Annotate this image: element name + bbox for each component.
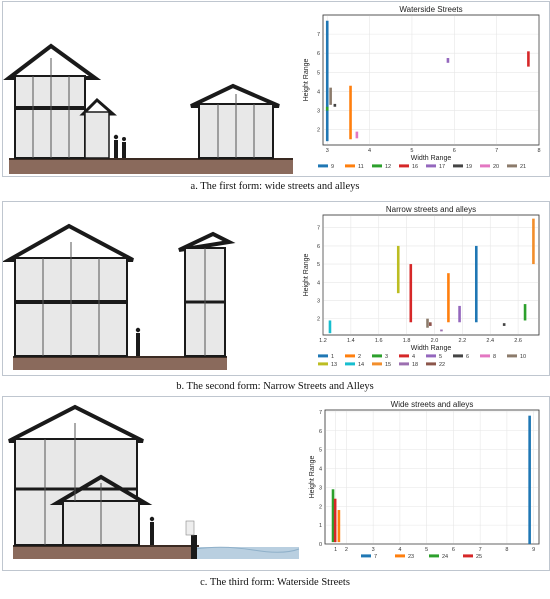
legend-swatch-12 <box>372 164 382 167</box>
x-tick-label: 2 <box>344 547 348 553</box>
bar-series-13 <box>397 246 400 293</box>
bar-series-20 <box>356 132 359 139</box>
plot-area <box>323 15 539 145</box>
x-tick-label: 2.2 <box>458 338 467 344</box>
x-tick-label: 2.0 <box>430 338 439 344</box>
legend-swatch-17 <box>426 164 436 167</box>
legend-label-1: 1 <box>331 354 335 360</box>
bar-series-12 <box>326 107 329 111</box>
legend-label-19: 19 <box>466 164 473 170</box>
bar-series-15 <box>532 219 535 264</box>
y-tick-label: 4 <box>318 466 322 473</box>
legend-label-7: 7 <box>374 554 378 560</box>
legend-label-18: 18 <box>412 362 419 368</box>
legend-label-9: 9 <box>331 164 335 170</box>
y-tick-label: 4 <box>316 280 320 287</box>
x-tick-label: 6 <box>451 547 455 553</box>
legend-label-11: 11 <box>358 164 364 170</box>
legend-label-23: 23 <box>408 554 415 560</box>
panel-c <box>2 396 550 571</box>
x-tick-label: 7 <box>478 547 482 553</box>
legend-swatch-15 <box>372 362 382 365</box>
legend-swatch-9 <box>318 164 328 167</box>
bar-series-16 <box>527 51 530 66</box>
legend-label-6: 6 <box>466 354 470 360</box>
y-axis-label: Height Range <box>303 253 310 297</box>
x-tick-label: 6 <box>452 148 456 154</box>
bar-series-10 <box>426 319 429 328</box>
legend-swatch-14 <box>345 362 355 365</box>
chart-title: Waterside Streets <box>399 5 463 14</box>
legend-label-16: 16 <box>412 164 419 170</box>
legend-swatch-13 <box>318 362 328 365</box>
bar-series-1 <box>475 246 478 322</box>
y-tick-label: 7 <box>318 409 322 416</box>
y-tick-label: 2 <box>316 127 320 134</box>
panel-a <box>2 1 550 177</box>
legend-swatch-23 <box>395 554 405 557</box>
y-tick-label: 6 <box>316 51 320 58</box>
legend-swatch-5 <box>426 354 436 357</box>
legend-label-4: 4 <box>412 354 416 360</box>
legend-swatch-21 <box>507 164 517 167</box>
bar-series-25 <box>334 499 337 542</box>
y-tick-label: 5 <box>318 447 322 454</box>
caption-a: a. The first form: wide streets and alleys <box>190 181 360 192</box>
legend-swatch-7 <box>361 554 371 557</box>
bar-series-6 <box>503 323 506 326</box>
y-axis-label: Height Range <box>309 455 316 499</box>
legend-swatch-24 <box>429 554 439 557</box>
y-tick-label: 3 <box>316 108 320 115</box>
legend-label-10: 10 <box>520 354 527 360</box>
legend-swatch-18 <box>399 362 409 365</box>
bar-series-21 <box>329 88 332 105</box>
bar-series-9 <box>326 21 329 141</box>
x-tick-label: 5 <box>425 547 429 553</box>
section-drawing-a <box>3 2 293 176</box>
x-tick-label: 2.6 <box>514 338 522 344</box>
y-tick-label: 0 <box>318 542 322 548</box>
legend-swatch-16 <box>399 164 409 167</box>
legend-label-15: 15 <box>385 362 392 368</box>
x-tick-label: 1.6 <box>374 338 383 344</box>
legend-label-5: 5 <box>439 354 443 360</box>
legend-label-12: 12 <box>385 164 392 170</box>
legend-swatch-10 <box>507 354 517 357</box>
y-tick-label: 4 <box>316 89 320 96</box>
legend-swatch-6 <box>453 354 463 357</box>
y-tick-label: 5 <box>316 262 320 269</box>
legend-label-8: 8 <box>493 354 497 360</box>
bar-series-5 <box>458 306 461 322</box>
x-tick-label: 3 <box>371 547 375 553</box>
legend-swatch-1 <box>318 354 328 357</box>
legend-label-25: 25 <box>476 554 483 560</box>
x-tick-label: 7 <box>495 148 499 154</box>
legend-label-20: 20 <box>493 164 500 170</box>
caption-b: b. The second form: Narrow Streets and Alleys <box>176 381 374 392</box>
legend-swatch-22 <box>426 362 436 365</box>
x-axis-label: Width Range <box>410 345 452 352</box>
chart-wide-streets-and-alleys <box>307 398 547 569</box>
legend-label-21: 21 <box>520 164 527 170</box>
legend-label-13: 13 <box>331 362 338 368</box>
chart-title: Wide streets and alleys <box>390 400 474 409</box>
bar-series-22 <box>429 322 432 326</box>
x-tick-label: 4 <box>368 148 372 154</box>
y-tick-label: 6 <box>316 243 320 250</box>
x-tick-label: 8 <box>537 148 541 154</box>
legend-label-17: 17 <box>439 164 446 170</box>
legend-label-2: 2 <box>358 354 362 360</box>
bar-series-14 <box>329 320 332 333</box>
bar-series-23 <box>338 510 341 542</box>
chart-waterside-streets <box>301 3 547 175</box>
x-tick-label: 2.4 <box>486 338 495 344</box>
y-tick-label: 2 <box>316 316 320 323</box>
legend-swatch-19 <box>453 164 463 167</box>
legend-label-3: 3 <box>385 354 389 360</box>
bar-series-19 <box>334 104 337 107</box>
section-drawing-b <box>3 202 293 375</box>
chart-title: Narrow streets and alleys <box>385 205 477 214</box>
bar-series-2 <box>447 273 450 322</box>
legend-swatch-3 <box>372 354 382 357</box>
section-drawing-c <box>3 397 303 570</box>
panel-b <box>2 201 550 376</box>
x-tick-label: 4 <box>398 547 402 553</box>
plot-area <box>323 215 539 335</box>
x-axis-label: Width Range <box>410 155 452 162</box>
bar-series-17 <box>447 58 450 63</box>
y-tick-label: 3 <box>318 485 322 492</box>
legend-swatch-25 <box>463 554 473 557</box>
x-tick-label: 8 <box>505 547 509 553</box>
bar-series-4 <box>409 264 412 322</box>
y-tick-label: 6 <box>318 428 322 435</box>
y-tick-label: 2 <box>318 504 322 511</box>
legend-label-24: 24 <box>442 554 449 560</box>
chart-narrow-streets-and-alleys <box>301 203 547 374</box>
x-tick-label: 1.8 <box>402 338 411 344</box>
legend-swatch-2 <box>345 354 355 357</box>
y-tick-label: 7 <box>316 225 320 232</box>
legend-swatch-8 <box>480 354 490 357</box>
x-tick-label: 1.4 <box>347 338 355 344</box>
x-tick-label: 3 <box>325 148 329 154</box>
x-tick-label: 9 <box>532 547 536 553</box>
x-tick-label: 1.2 <box>319 338 327 344</box>
x-tick-label: 5 <box>410 148 414 154</box>
legend-swatch-11 <box>345 164 355 167</box>
legend-label-22: 22 <box>439 362 446 368</box>
legend-swatch-20 <box>480 164 490 167</box>
legend-swatch-4 <box>399 354 409 357</box>
bar-series-7 <box>528 416 531 544</box>
legend-label-14: 14 <box>358 362 365 368</box>
y-tick-label: 1 <box>318 523 322 530</box>
y-tick-label: 5 <box>316 70 320 77</box>
caption-c: c. The third form: Waterside Streets <box>200 577 350 588</box>
x-tick-label: 1 <box>334 547 338 553</box>
bar-series-18 <box>440 330 443 332</box>
y-tick-label: 3 <box>316 298 320 305</box>
bar-series-11 <box>349 86 352 140</box>
y-tick-label: 7 <box>316 32 320 39</box>
y-axis-label: Height Range <box>303 58 310 102</box>
bar-series-3 <box>524 304 527 320</box>
